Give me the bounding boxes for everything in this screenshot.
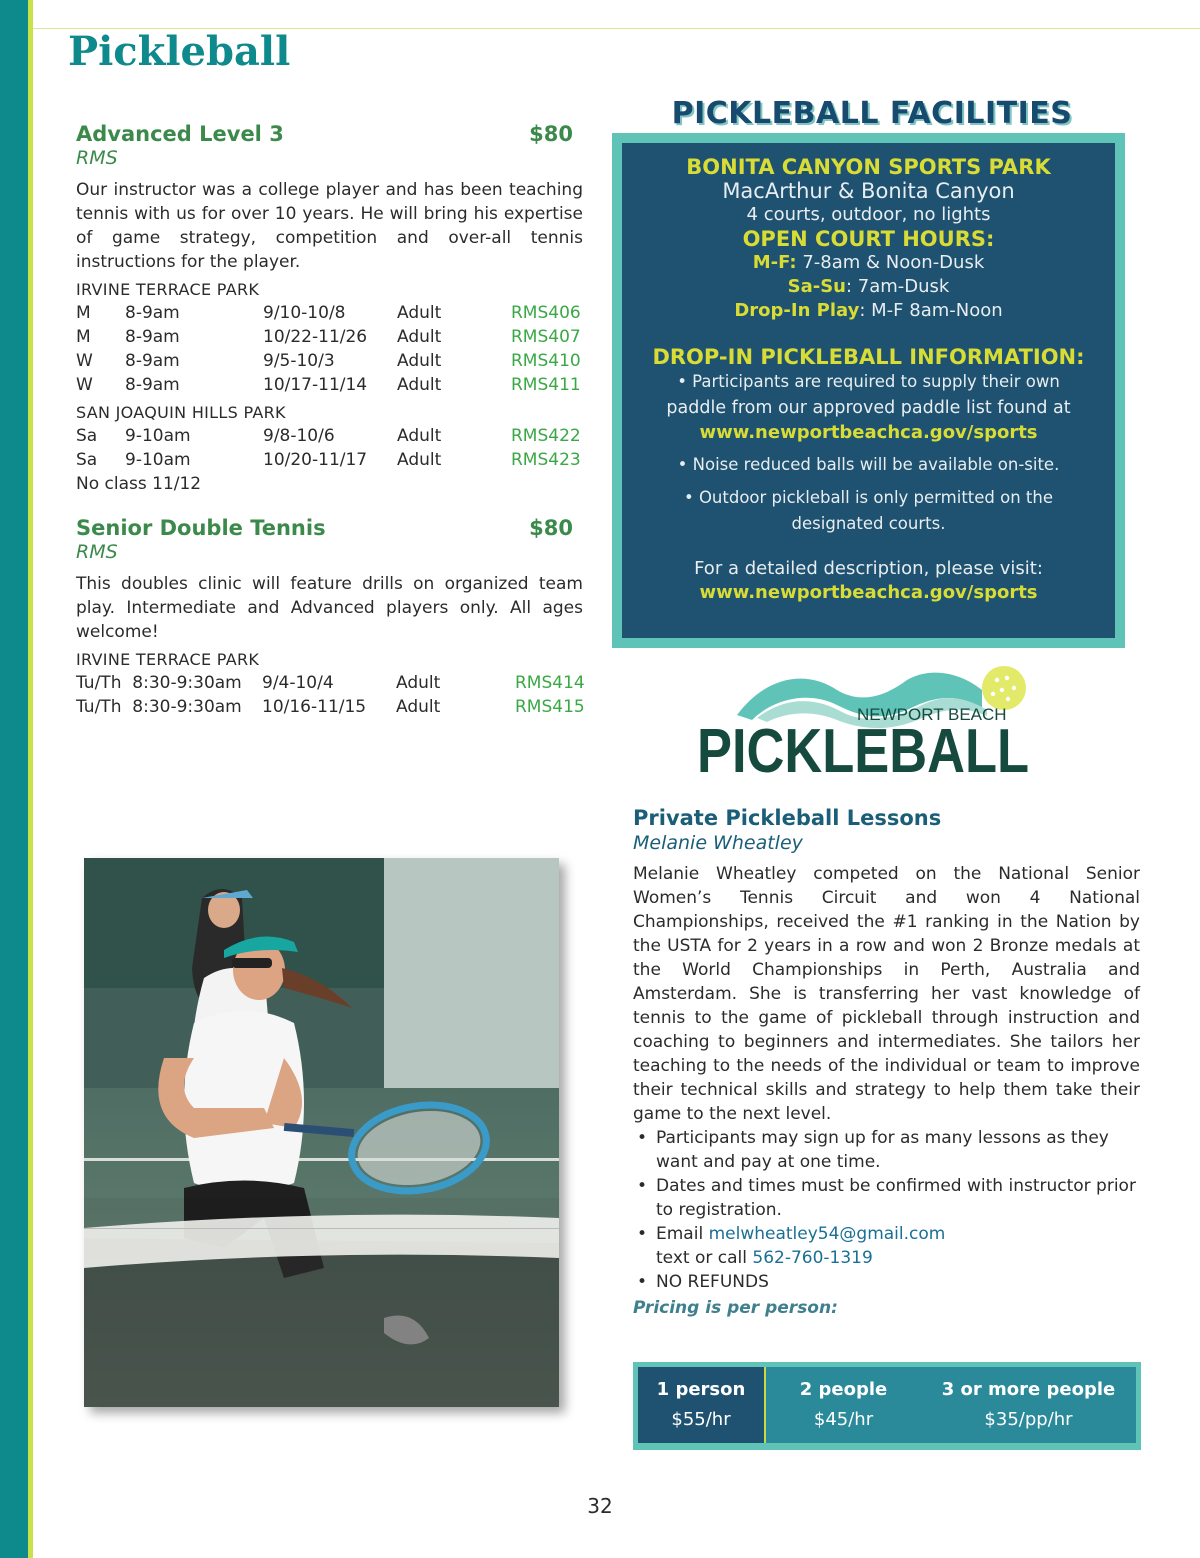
price-value: $45/hr <box>813 1409 874 1430</box>
newport-beach-pickleball-logo <box>697 660 1032 780</box>
facilities-box <box>612 133 1125 648</box>
schedule-row <box>76 448 583 472</box>
side-accent-line <box>28 0 33 1558</box>
private-lessons-title: Private Pickleball Lessons <box>633 806 942 830</box>
dates: 9/8-10/6 <box>263 426 335 446</box>
dates: 10/20-11/17 <box>263 450 368 470</box>
age-group: Adult <box>397 375 442 395</box>
advanced-description: Our instructor was a college player and has been teaching tennis with us for over 10 years. He will bring his expertise of game strategy, competition and over-all tennis instructions for the player. <box>76 180 583 272</box>
schedule-row <box>76 424 583 448</box>
dropin-bullet-3b: designated courts. <box>791 514 946 533</box>
visit-text: For a detailed description, please visit: <box>694 558 1043 579</box>
left-column <box>76 122 583 719</box>
sasu-value: : 7am-Dusk <box>845 276 950 297</box>
side-bar <box>0 0 28 1558</box>
senior-price: $80 <box>529 516 573 540</box>
call-label: text or call <box>656 1248 753 1268</box>
senior-header <box>76 516 583 540</box>
advanced-header <box>76 122 583 146</box>
hours-dropin <box>622 299 1115 323</box>
dropin-bullet-3a: • Outdoor pickleball is only permitted on the <box>683 488 1054 507</box>
time: 8-9am <box>125 327 180 347</box>
dates: 9/5-10/3 <box>263 351 335 371</box>
hours-mf <box>622 251 1115 275</box>
dates: 10/16-11/15 <box>262 697 367 717</box>
url-link-1[interactable]: www.newportbeachca.gov/sports <box>699 422 1038 443</box>
url-link-2[interactable]: www.newportbeachca.gov/sports <box>699 582 1038 603</box>
day: W <box>76 375 93 395</box>
facilities-title: PICKLEBALL FACILITIES <box>671 96 1073 131</box>
senior-subtitle: RMS <box>76 541 118 563</box>
schedule-row <box>76 373 583 397</box>
location-irvine-terrace-2: IRVINE TERRACE PARK <box>76 650 260 669</box>
senior-description: This doubles clinic will feature drills on organized team play. Intermediate and Advanced players only. All ages welcome! <box>76 574 583 642</box>
course-code: RMS411 <box>511 375 581 395</box>
facilities-inner <box>622 143 1115 638</box>
list-item: • Email melwheatley54@gmail.com text or call 562-760-1319 <box>637 1224 946 1268</box>
email-link[interactable]: melwheatley54@gmail.com <box>708 1224 946 1244</box>
age-group: Adult <box>397 303 442 323</box>
advanced-schedule-2 <box>76 424 583 472</box>
course-code: RMS414 <box>515 673 585 693</box>
price-cell-2 <box>766 1367 921 1443</box>
pricing-note: Pricing is per person: <box>633 1298 838 1318</box>
park-name: BONITA CANYON SPORTS PARK <box>686 155 1051 179</box>
time: 9-10am <box>125 450 191 470</box>
course-code: RMS410 <box>511 351 581 371</box>
bullet-dates: Dates and times must be confirmed with instructor prior to registration. <box>656 1176 1136 1220</box>
list-item: • NO REFUNDS <box>637 1272 769 1292</box>
hours-sasu <box>622 275 1115 299</box>
pricing-table <box>633 1362 1141 1450</box>
page-number: 32 <box>587 1494 613 1518</box>
time: Tu/Th 8:30-9:30am <box>76 697 242 717</box>
park-address: MacArthur & Bonita Canyon <box>722 179 1015 203</box>
age-group: Adult <box>397 426 442 446</box>
price-value: $35/pp/hr <box>984 1409 1073 1430</box>
age-group: Adult <box>396 673 441 693</box>
time: 8-9am <box>125 375 180 395</box>
age-group: Adult <box>397 351 442 371</box>
senior-title: Senior Double Tennis <box>76 516 326 540</box>
schedule-row <box>76 695 583 719</box>
price-head: 3 or more people <box>941 1379 1116 1400</box>
dropin-value: : M-F 8am-Noon <box>859 300 1003 321</box>
dropin-info-title: DROP-IN PICKLEBALL INFORMATION: <box>652 345 1085 369</box>
list-item: • Dates and times must be confirmed with instructor prior to registration. <box>637 1176 1136 1220</box>
price-value: $55/hr <box>671 1409 731 1430</box>
course-code: RMS407 <box>511 327 581 347</box>
tennis-player-photo <box>84 858 559 1407</box>
no-class-note: No class 11/12 <box>76 474 202 494</box>
time: 9-10am <box>125 426 191 446</box>
pricing-inner <box>638 1367 1136 1443</box>
bullet-signup: Participants may sign up for as many lessons as they want and pay at one time. <box>656 1128 1109 1172</box>
logo-main-text: PICKLEBALL <box>697 717 1029 780</box>
time: 8-9am <box>125 303 180 323</box>
dates: 10/17-11/14 <box>263 375 368 395</box>
day: Sa <box>76 426 98 446</box>
day: W <box>76 351 93 371</box>
dates: 10/22-11/26 <box>263 327 368 347</box>
list-item: • Participants may sign up for as many lessons as they want and pay at one time. <box>637 1128 1109 1172</box>
logo-top-text: NEWPORT BEACH <box>857 705 1007 724</box>
price-head: 2 people <box>799 1379 888 1400</box>
private-description: Melanie Wheatley competed on the National Senior Women’s Tennis Circuit and won 4 National Championships, received the #1 ranking in the Nation by the USTA for 2 years in a row and won 2 Bronze medals at the World Championships in Perth, Australia and Amsterdam. She is transferring her vast knowledge of tennis to the game of pickleball through instruction and coaching to beginners and intermediates. She tailors her teaching to the needs of the individual or team to improve their technical skills and strategy to help them take their game to the next level. <box>633 864 1140 1124</box>
mf-label: M-F: <box>752 252 797 273</box>
course-code: RMS415 <box>515 697 585 717</box>
course-code: RMS406 <box>511 303 581 323</box>
day: M <box>76 327 91 347</box>
advanced-title: Advanced Level 3 <box>76 122 284 146</box>
advanced-schedule-1 <box>76 301 583 397</box>
page-title: Pickleball <box>68 28 291 75</box>
bullet-no-refunds: NO REFUNDS <box>656 1272 769 1292</box>
dropin-bullet-2: • Noise reduced balls will be available on-site. <box>677 455 1060 474</box>
day: M <box>76 303 91 323</box>
course-code: RMS422 <box>511 426 581 446</box>
sasu-label: Sa-Su <box>787 276 846 297</box>
dates: 9/4-10/4 <box>262 673 334 693</box>
court-info: 4 courts, outdoor, no lights <box>746 204 991 225</box>
price-cell-3 <box>921 1367 1136 1443</box>
time: Tu/Th 8:30-9:30am <box>76 673 242 693</box>
mf-value: 7-8am & Noon-Dusk <box>796 252 985 273</box>
schedule-row <box>76 349 583 373</box>
age-group: Adult <box>397 450 442 470</box>
location-san-joaquin: SAN JOAQUIN HILLS PARK <box>76 403 286 422</box>
schedule-row <box>76 325 583 349</box>
hours-title: OPEN COURT HOURS: <box>742 227 995 251</box>
dropin-bullet-1a: • Participants are required to supply their own <box>677 372 1060 391</box>
dropin-label: Drop-In Play <box>734 300 860 321</box>
right-column <box>633 806 1140 1318</box>
dropin-bullet-1b: paddle from our approved paddle list found at <box>666 398 1071 418</box>
time: 8-9am <box>125 351 180 371</box>
day: Sa <box>76 450 98 470</box>
dates: 9/10-10/8 <box>263 303 346 323</box>
schedule-row <box>76 301 583 325</box>
instructor-name: Melanie Wheatley <box>633 832 803 854</box>
phone-link[interactable]: 562-760-1319 <box>752 1248 873 1268</box>
schedule-row <box>76 671 583 695</box>
location-irvine-terrace: IRVINE TERRACE PARK <box>76 280 260 299</box>
course-code: RMS423 <box>511 450 581 470</box>
age-group: Adult <box>396 697 441 717</box>
age-group: Adult <box>397 327 442 347</box>
advanced-price: $80 <box>529 122 573 146</box>
private-bullets <box>633 1126 1140 1294</box>
email-label: Email <box>656 1224 709 1244</box>
price-head: 1 person <box>656 1379 746 1400</box>
advanced-subtitle: RMS <box>76 147 118 169</box>
price-cell-1 <box>638 1367 764 1443</box>
